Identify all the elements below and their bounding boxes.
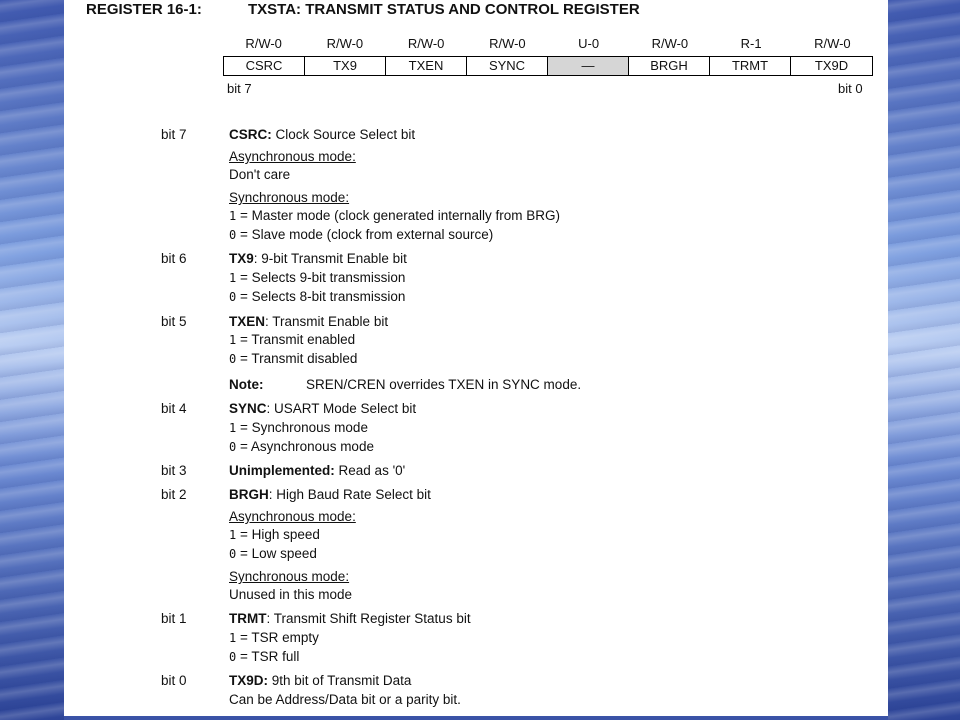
bit-name-cell: TXEN	[386, 57, 467, 75]
bit7-async-text: Don't care	[229, 167, 291, 182]
bit6-title: TX9: 9-bit Transmit Enable bit	[229, 251, 407, 266]
access-cell: R/W-0	[245, 36, 282, 51]
bit7-title: CSRC: Clock Source Select bit	[229, 127, 416, 142]
bit5-one: 1 = Transmit enabled	[229, 332, 356, 347]
bit4-title: SYNC: USART Mode Select bit	[229, 401, 417, 416]
bit-name-cell: BRGH	[629, 57, 710, 75]
bit-label: bit 5	[161, 314, 187, 329]
bit-label: bit 0	[161, 673, 187, 688]
bit-name-cell: TX9D	[814, 58, 849, 73]
bit0-extra: Can be Address/Data bit or a parity bit.	[229, 692, 461, 707]
access-cell: R/W-0	[814, 36, 851, 51]
bit7-async-heading: Asynchronous mode:	[229, 149, 356, 164]
access-cell: R/W-0	[326, 36, 364, 51]
register-bit-names-row	[223, 56, 873, 76]
access-cell: R/W-0	[407, 36, 445, 51]
bit2-one: 1 = High speed	[229, 527, 320, 542]
note-label: Note:	[229, 377, 264, 392]
register-sheet	[64, 0, 888, 716]
bit4-zero: 0 = Asynchronous mode	[229, 439, 374, 454]
bit2-async-heading: Asynchronous mode:	[229, 509, 356, 524]
bit6-zero: 0 = Selects 8-bit transmission	[229, 289, 406, 304]
bit-label: bit 1	[161, 611, 187, 626]
bit-name-cell: TRMT	[710, 57, 791, 75]
bit2-sync-heading: Synchronous mode:	[229, 569, 350, 584]
access-cell: R/W-0	[651, 36, 689, 51]
bit7-one: 1 = Master mode (clock generated internally from BRG)	[229, 208, 560, 223]
bit6-one: 1 = Selects 9-bit transmission	[229, 270, 406, 285]
bit1-zero: 0 = TSR full	[229, 649, 300, 664]
bit1-title: TRMT: Transmit Shift Register Status bit	[229, 611, 471, 626]
register-access-row	[223, 36, 873, 54]
bit7-zero: 0 = Slave mode (clock from external source)	[229, 227, 494, 242]
bit-name-cell: TX9	[305, 57, 386, 75]
lsb-label: bit 0	[838, 81, 863, 96]
register-number: REGISTER 16-1:	[86, 1, 202, 18]
access-cell: R-1	[740, 36, 762, 51]
access-cell: U-0	[578, 36, 600, 51]
bit4-one: 1 = Synchronous mode	[229, 420, 368, 435]
bit-name-cell-unimplemented: —	[548, 57, 629, 75]
bit3-title: Unimplemented: Read as '0'	[229, 463, 406, 478]
bit-name-cell: CSRC	[224, 57, 305, 75]
bit-name-cell: SYNC	[467, 57, 548, 75]
bit-label: bit 6	[161, 251, 187, 266]
register-name: TXSTA: TRANSMIT STATUS AND CONTROL REGISTER	[248, 1, 640, 18]
bit-label: bit 4	[161, 401, 187, 416]
bit7-sync-heading: Synchronous mode:	[229, 190, 350, 205]
bit-label: bit 3	[161, 463, 187, 478]
bit-label: bit 2	[161, 487, 187, 502]
page-title	[86, 1, 640, 18]
bit0-title: TX9D: 9th bit of Transmit Data	[229, 673, 412, 688]
bit5-zero: 0 = Transmit disabled	[229, 351, 358, 366]
bit-label: bit 7	[161, 127, 187, 142]
access-cell: R/W-0	[489, 36, 526, 51]
bit5-title: TXEN: Transmit Enable bit	[229, 314, 389, 329]
bit2-title: BRGH: High Baud Rate Select bit	[229, 487, 431, 502]
bit2-sync-text: Unused in this mode	[229, 587, 353, 602]
note-text: SREN/CREN overrides TXEN in SYNC mode.	[306, 377, 582, 392]
background-right	[888, 0, 960, 720]
background-left	[0, 0, 64, 720]
bit2-zero: 0 = Low speed	[229, 546, 317, 561]
bit1-one: 1 = TSR empty	[229, 630, 319, 645]
msb-label: bit 7	[227, 81, 252, 96]
